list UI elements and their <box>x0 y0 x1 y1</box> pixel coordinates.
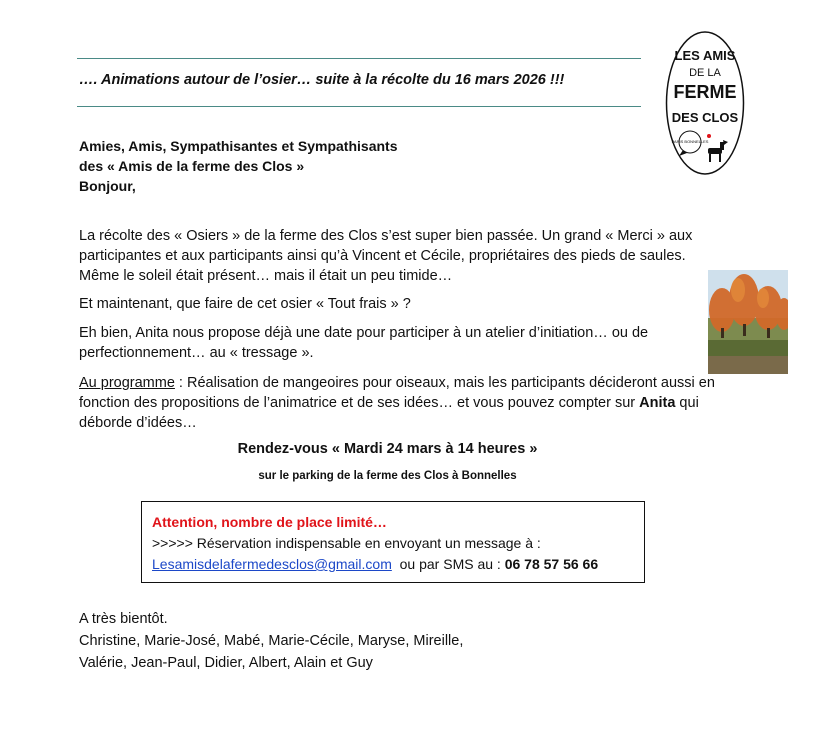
notice-reservation: >>>>> Réservation indispensable en envoyant un message à : <box>152 535 541 551</box>
program-end: qui déborde d’idées… <box>79 395 699 431</box>
paragraph-question: Et maintenant, que faire de cet osier « Tout frais » ? <box>79 296 411 312</box>
signoff-line2: Christine, Marie-José, Mabé, Marie-Cécile, Maryse, Mireille, <box>79 633 464 649</box>
logo-badge: PARIS BONNELLES <box>671 139 709 144</box>
notice-box <box>141 501 645 583</box>
phone-number: 06 78 57 56 66 <box>504 556 599 572</box>
greeting <box>79 136 397 196</box>
email-link[interactable]: Lesamisdelafermedesclos@gmail.com <box>152 556 392 572</box>
program-name: Anita <box>639 395 676 411</box>
bottom-rule <box>77 106 641 107</box>
page-title: …. Animations autour de l’osier… suite à la récolte du 16 mars 2026 !!! <box>79 72 565 88</box>
greeting-line1: Amies, Amis, Sympathisantes et Sympathisants <box>79 138 398 154</box>
signoff-line3: Valérie, Jean-Paul, Didier, Albert, Alain et Guy <box>79 655 373 671</box>
notice-warning: Attention, nombre de place limité… <box>152 514 387 530</box>
program-text: : Réalisation de mangeoires pour oiseaux, mais les participants décideront aussi en fonction des propositions de l’animatrice et de ses idées… et vous pouvez compter sur <box>79 375 715 411</box>
signoff <box>79 608 463 674</box>
logo <box>665 30 745 176</box>
top-rule <box>77 58 641 59</box>
willow-photo <box>708 270 788 374</box>
greeting-line2: des « Amis de la ferme des Clos » <box>79 158 305 174</box>
event-place: sur le parking de la ferme des Clos à Bonnelles <box>258 470 517 482</box>
greeting-line3: Bonjour, <box>79 178 136 194</box>
paragraph-workshop: Eh bien, Anita nous propose déjà une date pour participer à un atelier d’initiation… ou de perfectionnement… au « tressage ». <box>79 325 649 361</box>
logo-line3: FERME <box>673 82 737 102</box>
paragraph-program <box>79 373 729 433</box>
logo-line2: DE LA <box>689 67 721 79</box>
logo-line1: LES AMIS <box>674 48 736 63</box>
logo-line4: DES CLOS <box>671 110 739 125</box>
sms-label: ou par SMS au : <box>391 556 505 572</box>
notice-contact <box>152 554 644 575</box>
signoff-line1: A très bientôt. <box>79 611 168 627</box>
program-label: Au programme <box>79 375 175 391</box>
paragraph-harvest: La récolte des « Osiers » de la ferme des Clos s’est super bien passée. Un grand « Merci » aux participantes et aux participants ainsi qu’à Vincent et Cécile, propriétaires des pieds de saules. Même le soleil était présent… mais il était un peu timide… <box>79 228 693 284</box>
event-date: Rendez-vous « Mardi 24 mars à 14 heures » <box>237 441 538 457</box>
